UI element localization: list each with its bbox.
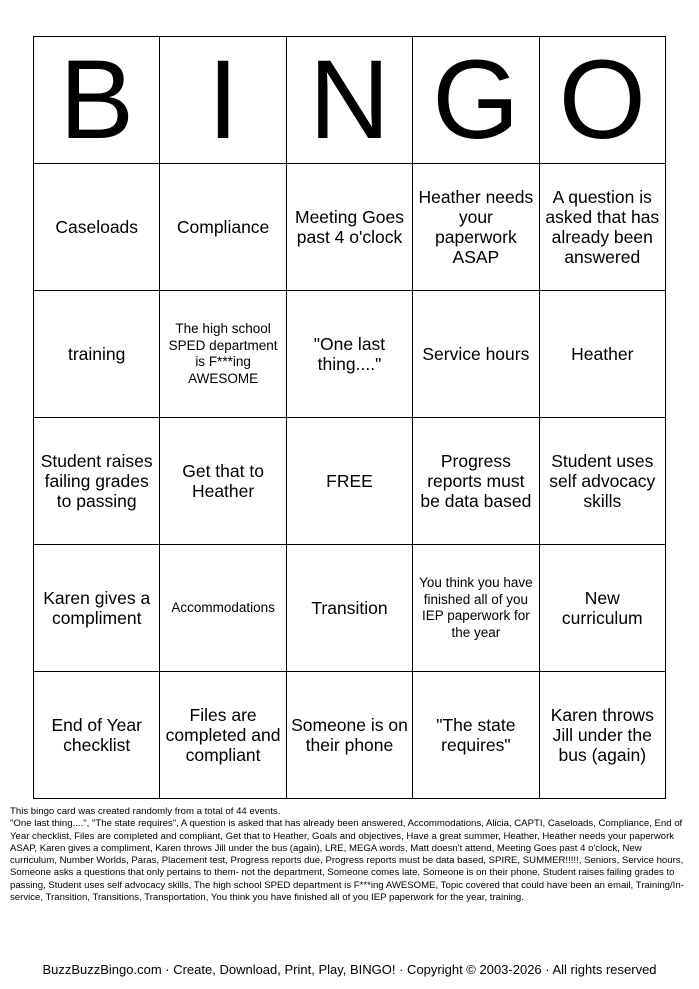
card-cell: Caseloads: [34, 164, 160, 291]
header-letter-b: B: [34, 37, 160, 164]
event-list-text: "One last thing....", "The state requires", A question is asked that has already been answered, Accommodations, Alicia, CAPTI, Caseloads, Compliance, End of Year checklist, Files are completed and compliant, Get that to Heather, Goals and objectives, Have a great summer, Heather, Heather needs your paperwork ASAP, Karen gives a compliment, Karen throws Jill under the bus (again), LRE, MEGA words, Matt doesn't attend, Meeting Goes past 4 o'clock, New curriculum, Number Worlds, Paras, Placement test, Progress reports due, Progress reports must be data based, SPIRE, SUMMER!!!!!, Seniors, Service hours, Someone asks a questions that only pertains to them- not the department, Someone comes late, Someone is on their phone, Student raises failing grades to passing, Student uses self advocacy skills, The high school SPED department is F***ing AWESOME, Topic covered that could have been an email, Training/In-service, Transition, Transitions, Transportation, You think you have finished all of you IEP paperwork for the year, training.: [10, 818, 684, 904]
card-row: [34, 164, 666, 291]
card-cell: Heather: [539, 291, 665, 418]
header-letter-o: O: [539, 37, 665, 164]
event-count-text: This bingo card was created randomly from a total of 44 events.: [10, 806, 281, 817]
card-row: [34, 418, 666, 545]
card-cell: Heather needs your paperwork ASAP: [413, 164, 539, 291]
card-cell: "The state requires": [413, 672, 539, 799]
card-row: [34, 291, 666, 418]
card-cell: "One last thing....": [286, 291, 412, 418]
card-row: [34, 545, 666, 672]
card-cell: Compliance: [160, 164, 286, 291]
header-letter-i: I: [160, 37, 286, 164]
event-list-note: [10, 806, 690, 904]
card-cell: Progress reports must be data based: [413, 418, 539, 545]
free-space-cell: FREE: [286, 418, 412, 545]
card-cell: Service hours: [413, 291, 539, 418]
card-cell: Student uses self advocacy skills: [539, 418, 665, 545]
card-cell: A question is asked that has already been answered: [539, 164, 665, 291]
card-cell: Accommodations: [160, 545, 286, 672]
header-letter-n: N: [286, 37, 412, 164]
bingo-card: [33, 36, 666, 799]
card-cell: Karen throws Jill under the bus (again): [539, 672, 665, 799]
card-cell: New curriculum: [539, 545, 665, 672]
card-cell: Student raises failing grades to passing: [34, 418, 160, 545]
card-cell: The high school SPED department is F***ing AWESOME: [160, 291, 286, 418]
header-row: [34, 37, 666, 164]
card-cell: End of Year checklist: [34, 672, 160, 799]
card-cell: Someone is on their phone: [286, 672, 412, 799]
card-cell: training: [34, 291, 160, 418]
copyright-footer: BuzzBuzzBingo.com · Create, Download, Print, Play, BINGO! · Copyright © 2003-2026 · All rights reserved: [42, 962, 657, 977]
header-letter-g: G: [413, 37, 539, 164]
card-cell: Transition: [286, 545, 412, 672]
card-cell: You think you have finished all of you IEP paperwork for the year: [413, 545, 539, 672]
card-cell: Get that to Heather: [160, 418, 286, 545]
card-cell: Meeting Goes past 4 o'clock: [286, 164, 412, 291]
card-cell: Files are completed and compliant: [160, 672, 286, 799]
card-cell: Karen gives a compliment: [34, 545, 160, 672]
card-row: [34, 672, 666, 799]
